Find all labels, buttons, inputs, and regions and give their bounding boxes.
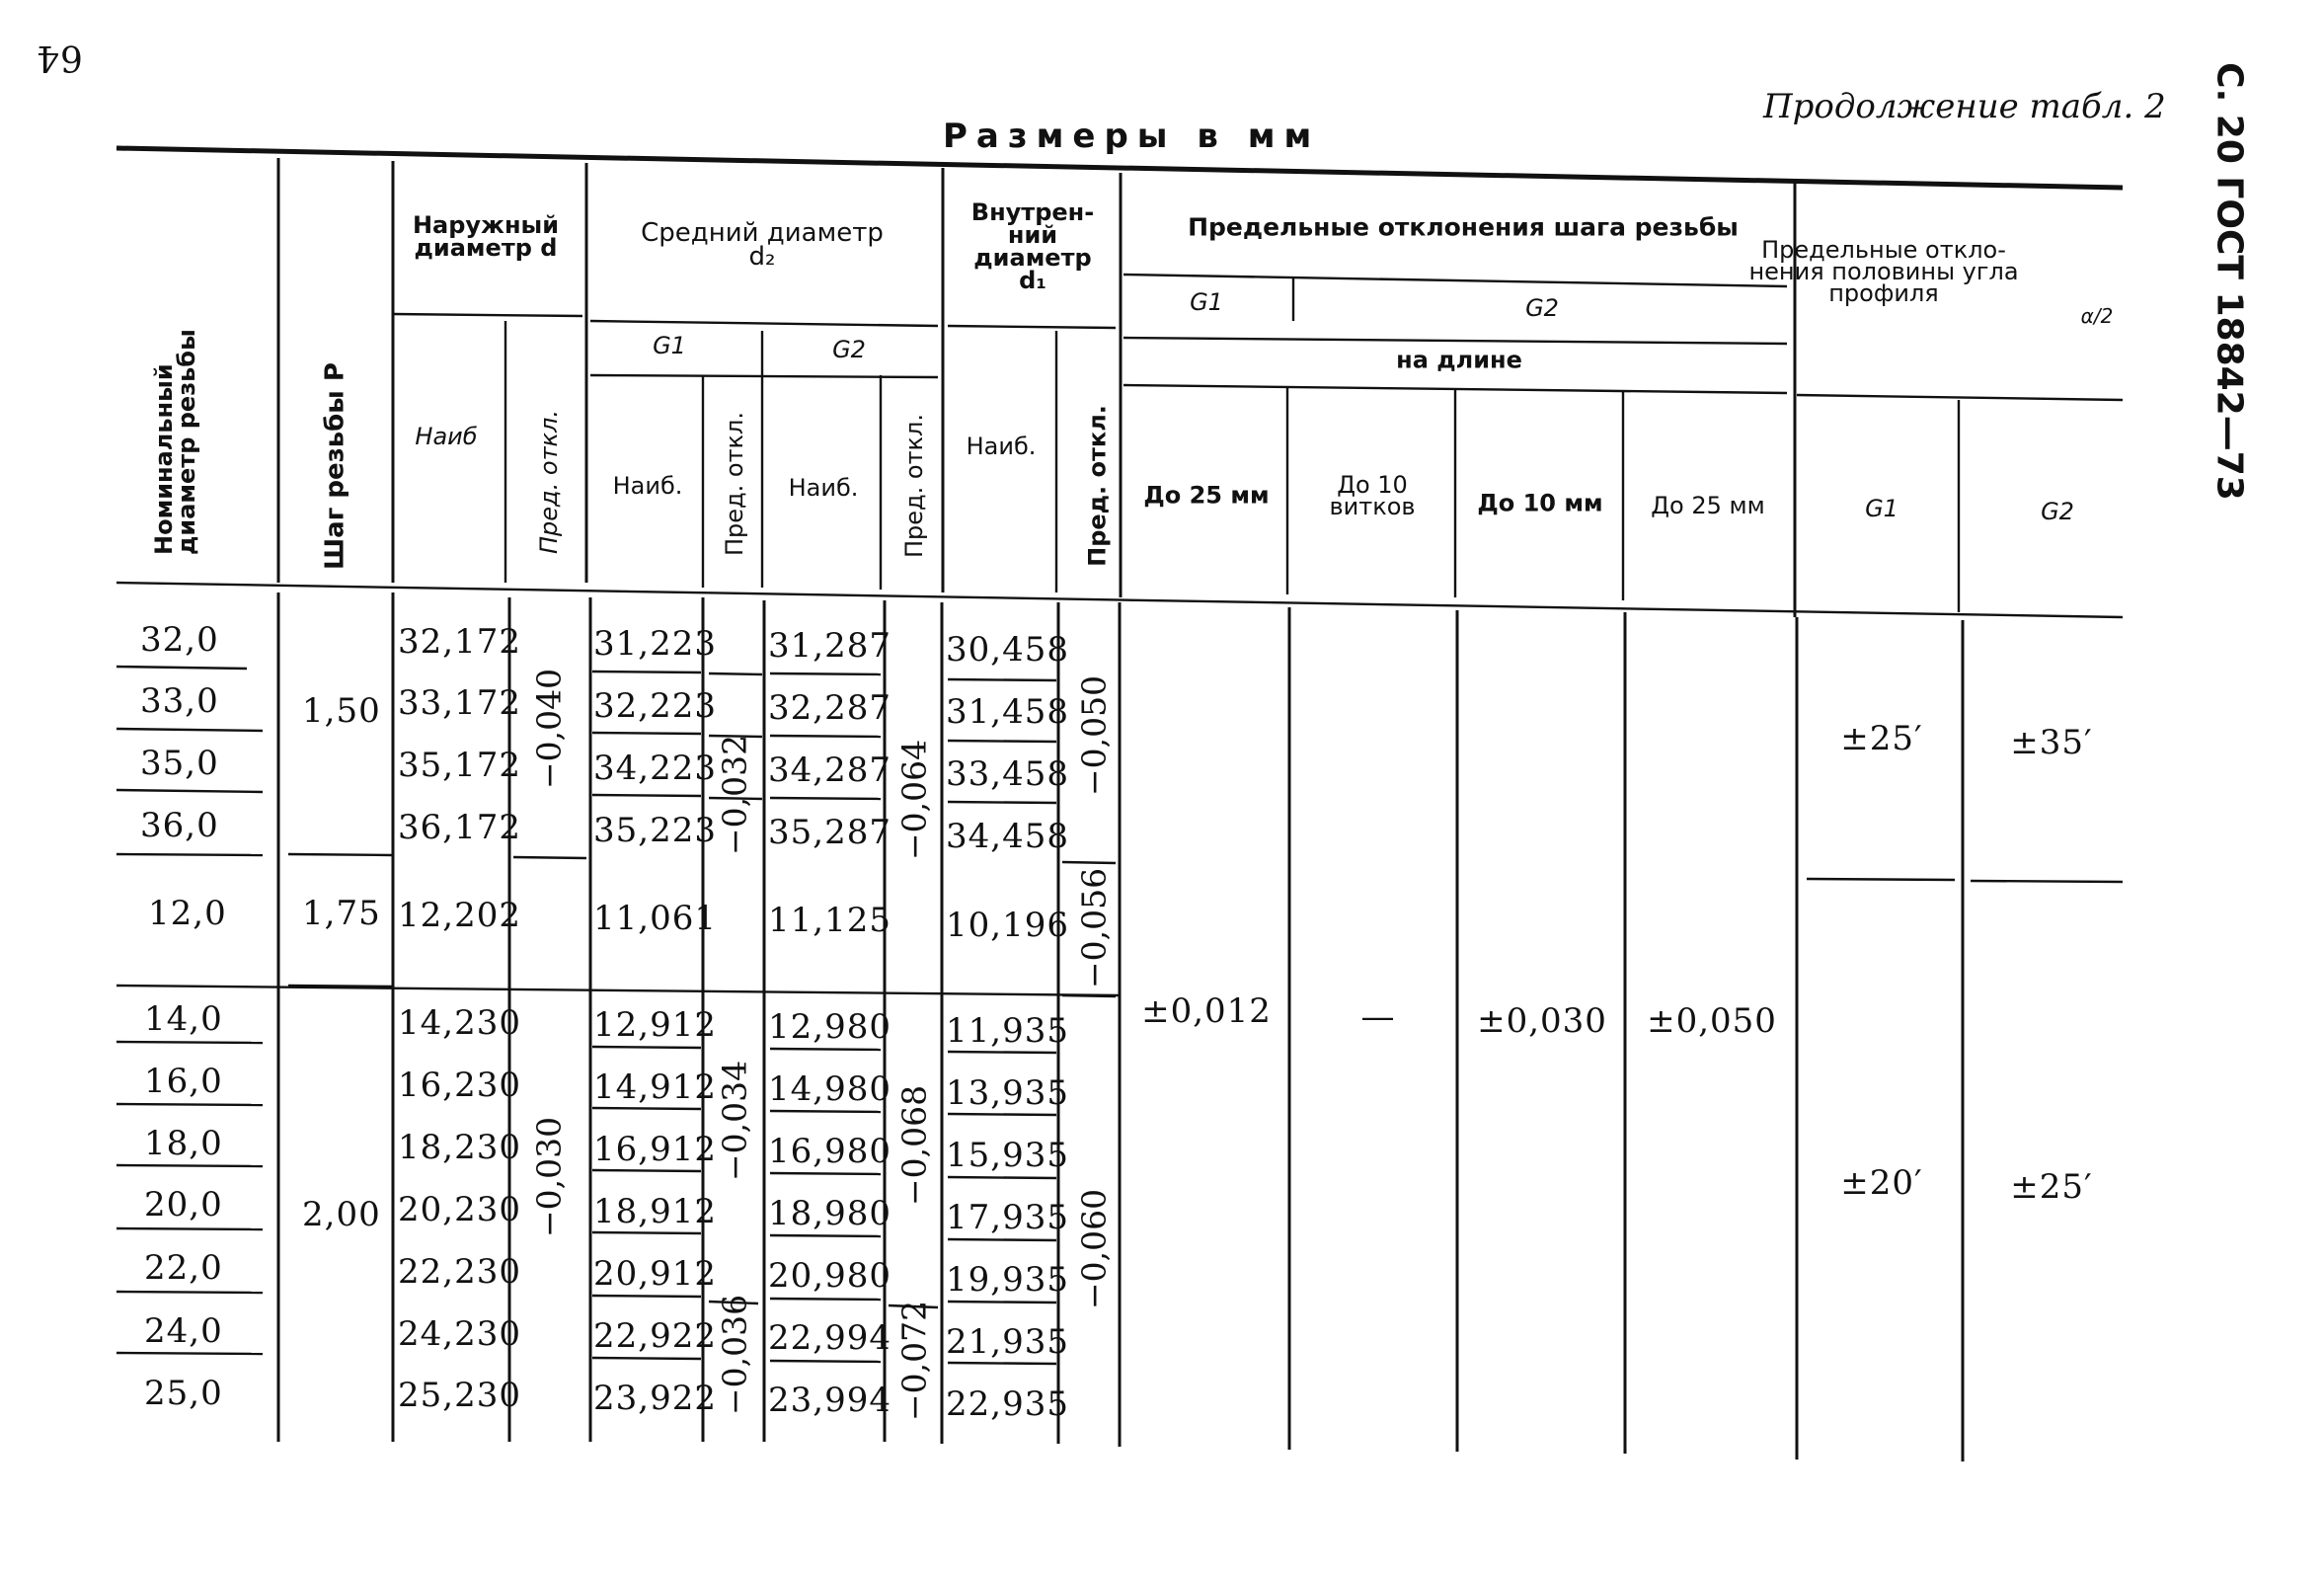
mean-g1-max-cell: 35,223 [593,811,717,850]
nominal-row: 18,0 [144,1124,223,1163]
nominal-row: 24,0 [144,1311,223,1351]
outer-max-cell: 12,202 [398,896,521,935]
inner-max-cell: 19,935 [946,1260,1069,1300]
header-outer-dev: Пред. откл. [535,409,563,555]
mean-g1-dev-cell: −0,034 [715,1060,754,1182]
header-mean-g2-max: Наиб. [788,474,859,502]
nominal-row: 14,0 [144,999,223,1039]
header-outer-diameter: Наружный диаметр d [412,211,560,262]
nominal-row: 35,0 [140,744,219,783]
inner-max-cell: 17,935 [946,1198,1069,1237]
half-angle-g2: ±35′ [2010,723,2093,762]
mean-g1-max-cell: 34,223 [593,749,717,788]
mean-g1-dev-cell: −0,032 [715,734,754,856]
mean-g1-max-cell: 22,922 [593,1316,717,1356]
header-mean-diameter: Средний диаметр d₂ [641,218,884,272]
nominal-row: 12,0 [148,894,227,933]
mean-g2-max-cell: 12,980 [768,1007,891,1047]
header-inner-max: Наиб. [966,433,1037,460]
mean-g2-max-cell: 20,980 [768,1256,891,1296]
outer-max-cell: 36,172 [398,808,521,847]
header-alpha-over-two: α/2 [2080,304,2114,328]
units-caption: Размеры в мм [943,117,1321,156]
pitch-dev-g2-10turns: — [1360,997,1396,1037]
header-mean-g2-dev: Пред. откл. [900,413,928,559]
nominal-row: 25,0 [144,1374,223,1413]
mean-g2-max-cell: 22,994 [768,1318,891,1358]
header-pitch-g1: G1 [1190,288,1223,316]
inner-max-cell: 30,458 [946,630,1069,670]
mean-g2-max-cell: 35,287 [768,813,891,852]
mean-g1-dev-cell: −0,036 [715,1294,754,1416]
mean-g1-max-cell: 12,912 [593,1005,717,1045]
inner-max-cell: 11,935 [946,1011,1069,1051]
mean-g2-max-cell: 18,980 [768,1194,891,1233]
outer-max-cell: 18,230 [398,1128,521,1167]
nominal-row: 33,0 [140,681,219,721]
header-up-to-10mm: До 10 мм [1477,489,1603,517]
outer-max-cell: 35,172 [398,746,521,785]
mean-g1-max-cell: 23,922 [593,1379,717,1418]
nominal-row: 32,0 [140,620,219,660]
outer-dev-cell: −0,030 [529,1116,569,1238]
header-half-angle-g2: G2 [2041,498,2074,525]
mean-g2-dev-cell: −0,072 [894,1300,934,1422]
header-along-length: на длине [1396,346,1522,374]
mean-g1-max-cell: 32,223 [593,686,717,726]
mean-g2-max-cell: 14,980 [768,1069,891,1109]
nominal-row: 20,0 [144,1185,223,1224]
outer-max-cell: 24,230 [398,1314,521,1354]
mean-g2-max-cell: 32,287 [768,688,891,728]
inner-dev-cell: −0,060 [1074,1188,1114,1310]
header-pitch-g2: G2 [1525,294,1559,322]
nominal-row: 36,0 [140,806,219,845]
mean-g2-max-cell: 34,287 [768,750,891,790]
inner-max-cell: 21,935 [946,1322,1069,1362]
mean-g1-max-cell: 18,912 [593,1192,717,1231]
continuation-label: Продолжение табл. 2 [1763,87,2166,126]
header-thread-pitch: Шаг резьбы P [320,362,350,570]
mean-g1-max-cell: 31,223 [593,624,717,664]
inner-max-cell: 22,935 [946,1384,1069,1424]
header-nominal-diameter: Номинальный диаметр резьбы [150,329,200,555]
pitch-dev-g2-10mm: ±0,030 [1477,1001,1607,1041]
outer-max-cell: 32,172 [398,622,521,662]
header-up-to-25mm-g1: До 25 мм [1143,481,1270,510]
header-half-angle-deviations: Предельные откло- нения половины угла профиля [1748,236,2019,307]
half-angle-g1: ±20′ [1840,1163,1923,1203]
pitch-value: 2,00 [302,1195,381,1234]
inner-max-cell: 15,935 [946,1136,1069,1175]
header-inner-diameter: Внутрен- ний диаметр d₁ [970,198,1095,294]
half-angle-g2: ±25′ [2010,1167,2093,1207]
outer-max-cell: 33,172 [398,683,521,723]
inner-max-cell: 13,935 [946,1073,1069,1113]
pitch-value: 1,75 [302,894,381,933]
pitch-dev-g2-25mm: ±0,050 [1647,1001,1777,1041]
header-mean-g1-max: Наиб. [612,472,683,500]
mean-g2-max-cell: 16,980 [768,1132,891,1171]
outer-max-cell: 16,230 [398,1066,521,1105]
pitch-dev-g1-25mm: ±0,012 [1141,991,1272,1031]
nominal-row: 16,0 [144,1062,223,1101]
inner-max-cell: 31,458 [946,692,1069,732]
inner-max-cell: 34,458 [946,817,1069,856]
mean-g1-max-cell: 14,912 [593,1067,717,1107]
mean-g2-max-cell: 11,125 [768,901,891,940]
pitch-value: 1,50 [302,691,381,731]
header-up-to-25mm-g2: До 25 мм [1651,492,1765,519]
header-mean-g1-dev: Пред. откл. [721,411,748,557]
half-angle-g1: ±25′ [1840,719,1923,758]
header-pitch-deviations: Предельные отклонения шага резьбы [1188,212,1739,242]
mean-g1-max-cell: 16,912 [593,1130,717,1169]
mean-g2-dev-cell: −0,068 [894,1084,934,1207]
standard-label: С. 20 ГОСТ 18842—73 [2208,62,2250,501]
mean-g2-max-cell: 23,994 [768,1381,891,1420]
header-mean-g2: G2 [832,336,866,363]
outer-max-cell: 20,230 [398,1190,521,1229]
header-mean-g1: G1 [653,332,686,359]
inner-dev-cell: −0,050 [1074,674,1114,797]
mean-g2-max-cell: 31,287 [768,626,891,666]
outer-max-cell: 14,230 [398,1003,521,1043]
outer-max-cell: 25,230 [398,1376,521,1415]
header-up-to-10-turns: До 10 витков [1329,471,1416,520]
inner-dev-cell: −0,056 [1074,867,1114,989]
inner-max-cell: 33,458 [946,754,1069,794]
outer-dev-cell: −0,040 [529,668,569,790]
mean-g2-dev-cell: −0,064 [894,739,934,861]
page-number: 64 [36,37,83,78]
nominal-row: 22,0 [144,1248,223,1288]
outer-max-cell: 22,230 [398,1252,521,1292]
inner-max-cell: 10,196 [946,906,1069,945]
header-inner-dev: Пред. откл. [1083,405,1112,567]
header-outer-max: Наиб [415,423,478,450]
mean-g1-max-cell: 11,061 [593,899,717,938]
mean-g1-max-cell: 20,912 [593,1254,717,1294]
header-half-angle-g1: G1 [1865,495,1898,522]
